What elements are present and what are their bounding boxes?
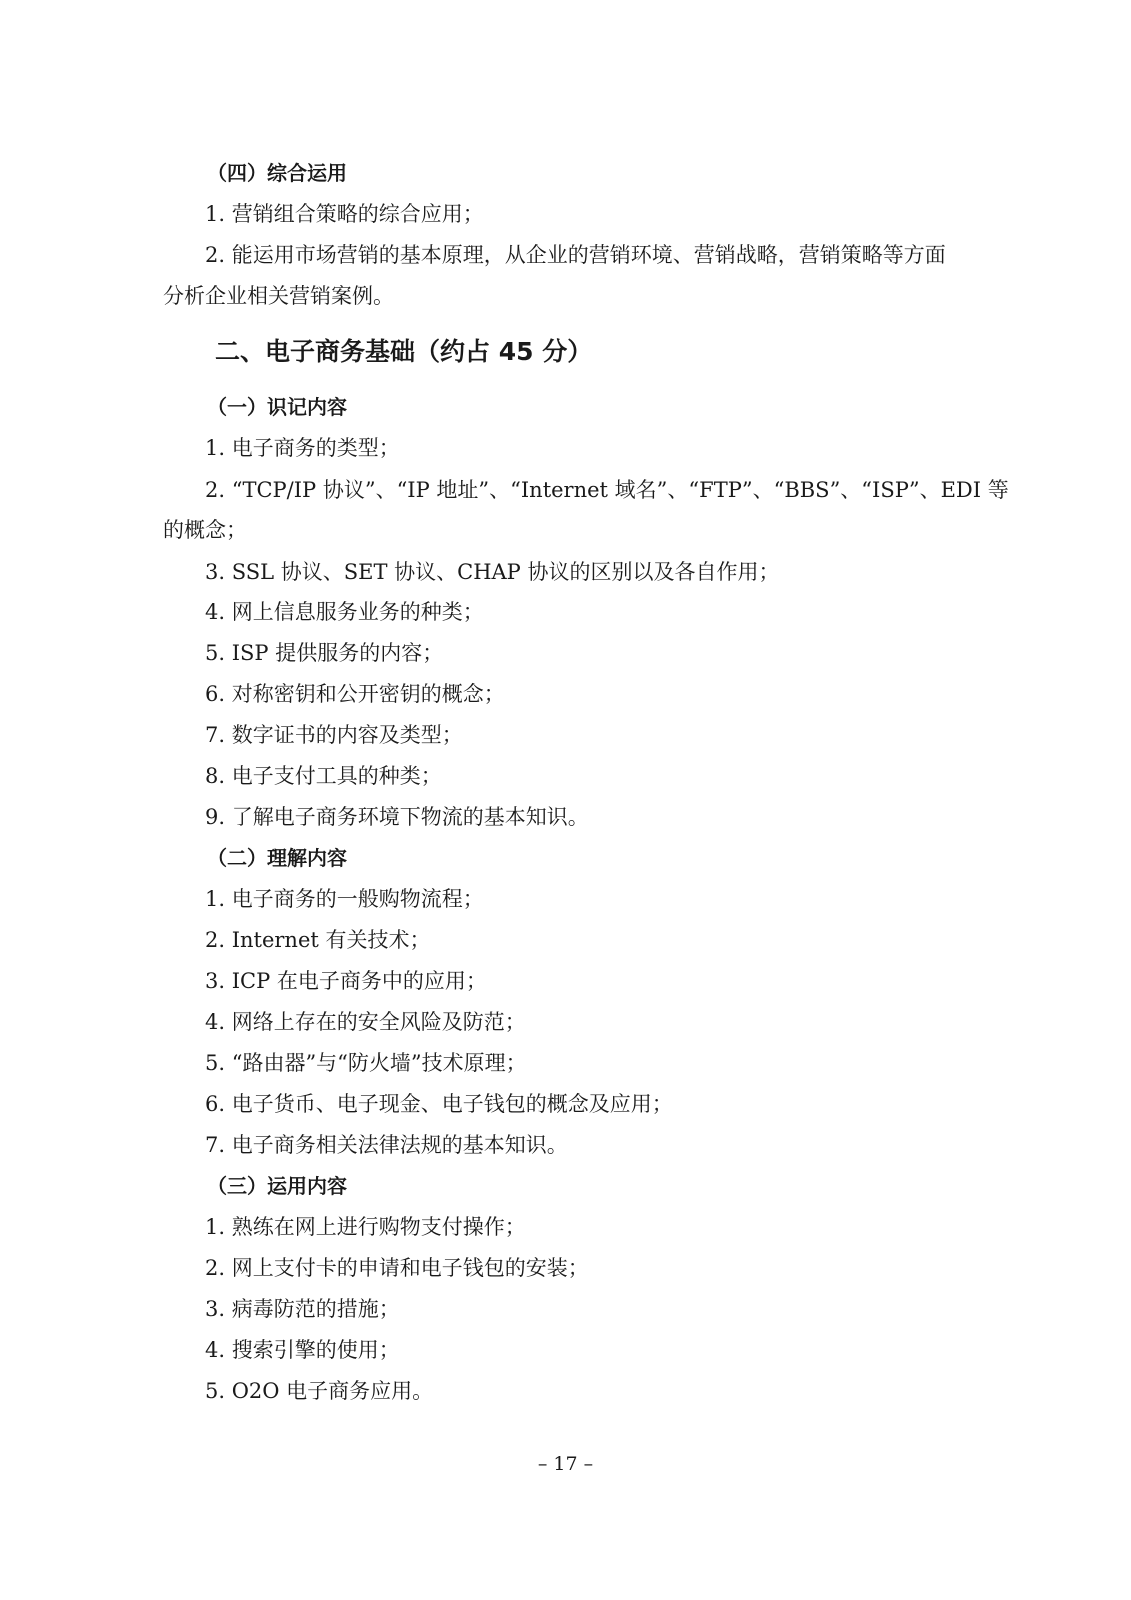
list-item: 3. ICP 在电子商务中的应用；	[205, 969, 487, 993]
list-item: 8. 电子支付工具的种类；	[205, 764, 442, 788]
subsection-heading-understand: （二）理解内容	[207, 846, 347, 870]
list-item: 2. “TCP/IP 协议”、“IP 地址”、“Internet 域名”、“FTP”、“BBS”、“ISP”、EDI 等	[205, 478, 1009, 502]
list-item: 1. 电子商务的一般购物流程；	[205, 887, 484, 911]
list-item: 6. 对称密钥和公开密钥的概念；	[205, 682, 505, 706]
list-item: 5. O2O 电子商务应用。	[205, 1379, 434, 1403]
list-item: 5. “路由器”与“防火墙”技术原理；	[205, 1051, 527, 1075]
list-item: 4. 网上信息服务业务的种类；	[205, 600, 484, 624]
list-item: 1. 电子商务的类型；	[205, 436, 400, 460]
subsection-heading-apply: （三）运用内容	[207, 1174, 347, 1198]
list-item: 4. 搜索引擎的使用；	[205, 1338, 400, 1362]
list-item: 2. 网上支付卡的申请和电子钱包的安装；	[205, 1256, 589, 1280]
list-item: 9. 了解电子商务环境下物流的基本知识。	[205, 805, 589, 829]
list-item-continuation: 的概念；	[163, 518, 247, 542]
list-item: 1. 熟练在网上进行购物支付操作；	[205, 1215, 526, 1239]
list-item-continuation: 分析企业相关营销案例。	[163, 284, 394, 308]
list-item: 6. 电子货币、电子现金、电子钱包的概念及应用；	[205, 1092, 673, 1116]
list-item: 7. 数字证书的内容及类型；	[205, 723, 463, 747]
subsection-heading-comprehensive: （四）综合运用	[207, 161, 347, 185]
page-number: – 17 –	[537, 1453, 594, 1475]
list-item: 2. 能运用市场营销的基本原理，从企业的营销环境、营销战略，营销策略等方面	[205, 243, 946, 267]
list-item: 5. ISP 提供服务的内容；	[205, 641, 444, 665]
list-item: 1. 营销组合策略的综合应用；	[205, 202, 484, 226]
list-item: 3. SSL 协议、SET 协议、CHAP 协议的区别以及各自作用；	[205, 560, 780, 584]
section-heading-ecommerce: 二、电子商务基础（约占 45 分）	[215, 337, 593, 366]
list-item: 4. 网络上存在的安全风险及防范；	[205, 1010, 526, 1034]
list-item: 7. 电子商务相关法律法规的基本知识。	[205, 1133, 568, 1157]
list-item: 3. 病毒防范的措施；	[205, 1297, 400, 1321]
subsection-heading-memorize: （一）识记内容	[207, 395, 347, 419]
list-item: 2. Internet 有关技术；	[205, 928, 431, 952]
